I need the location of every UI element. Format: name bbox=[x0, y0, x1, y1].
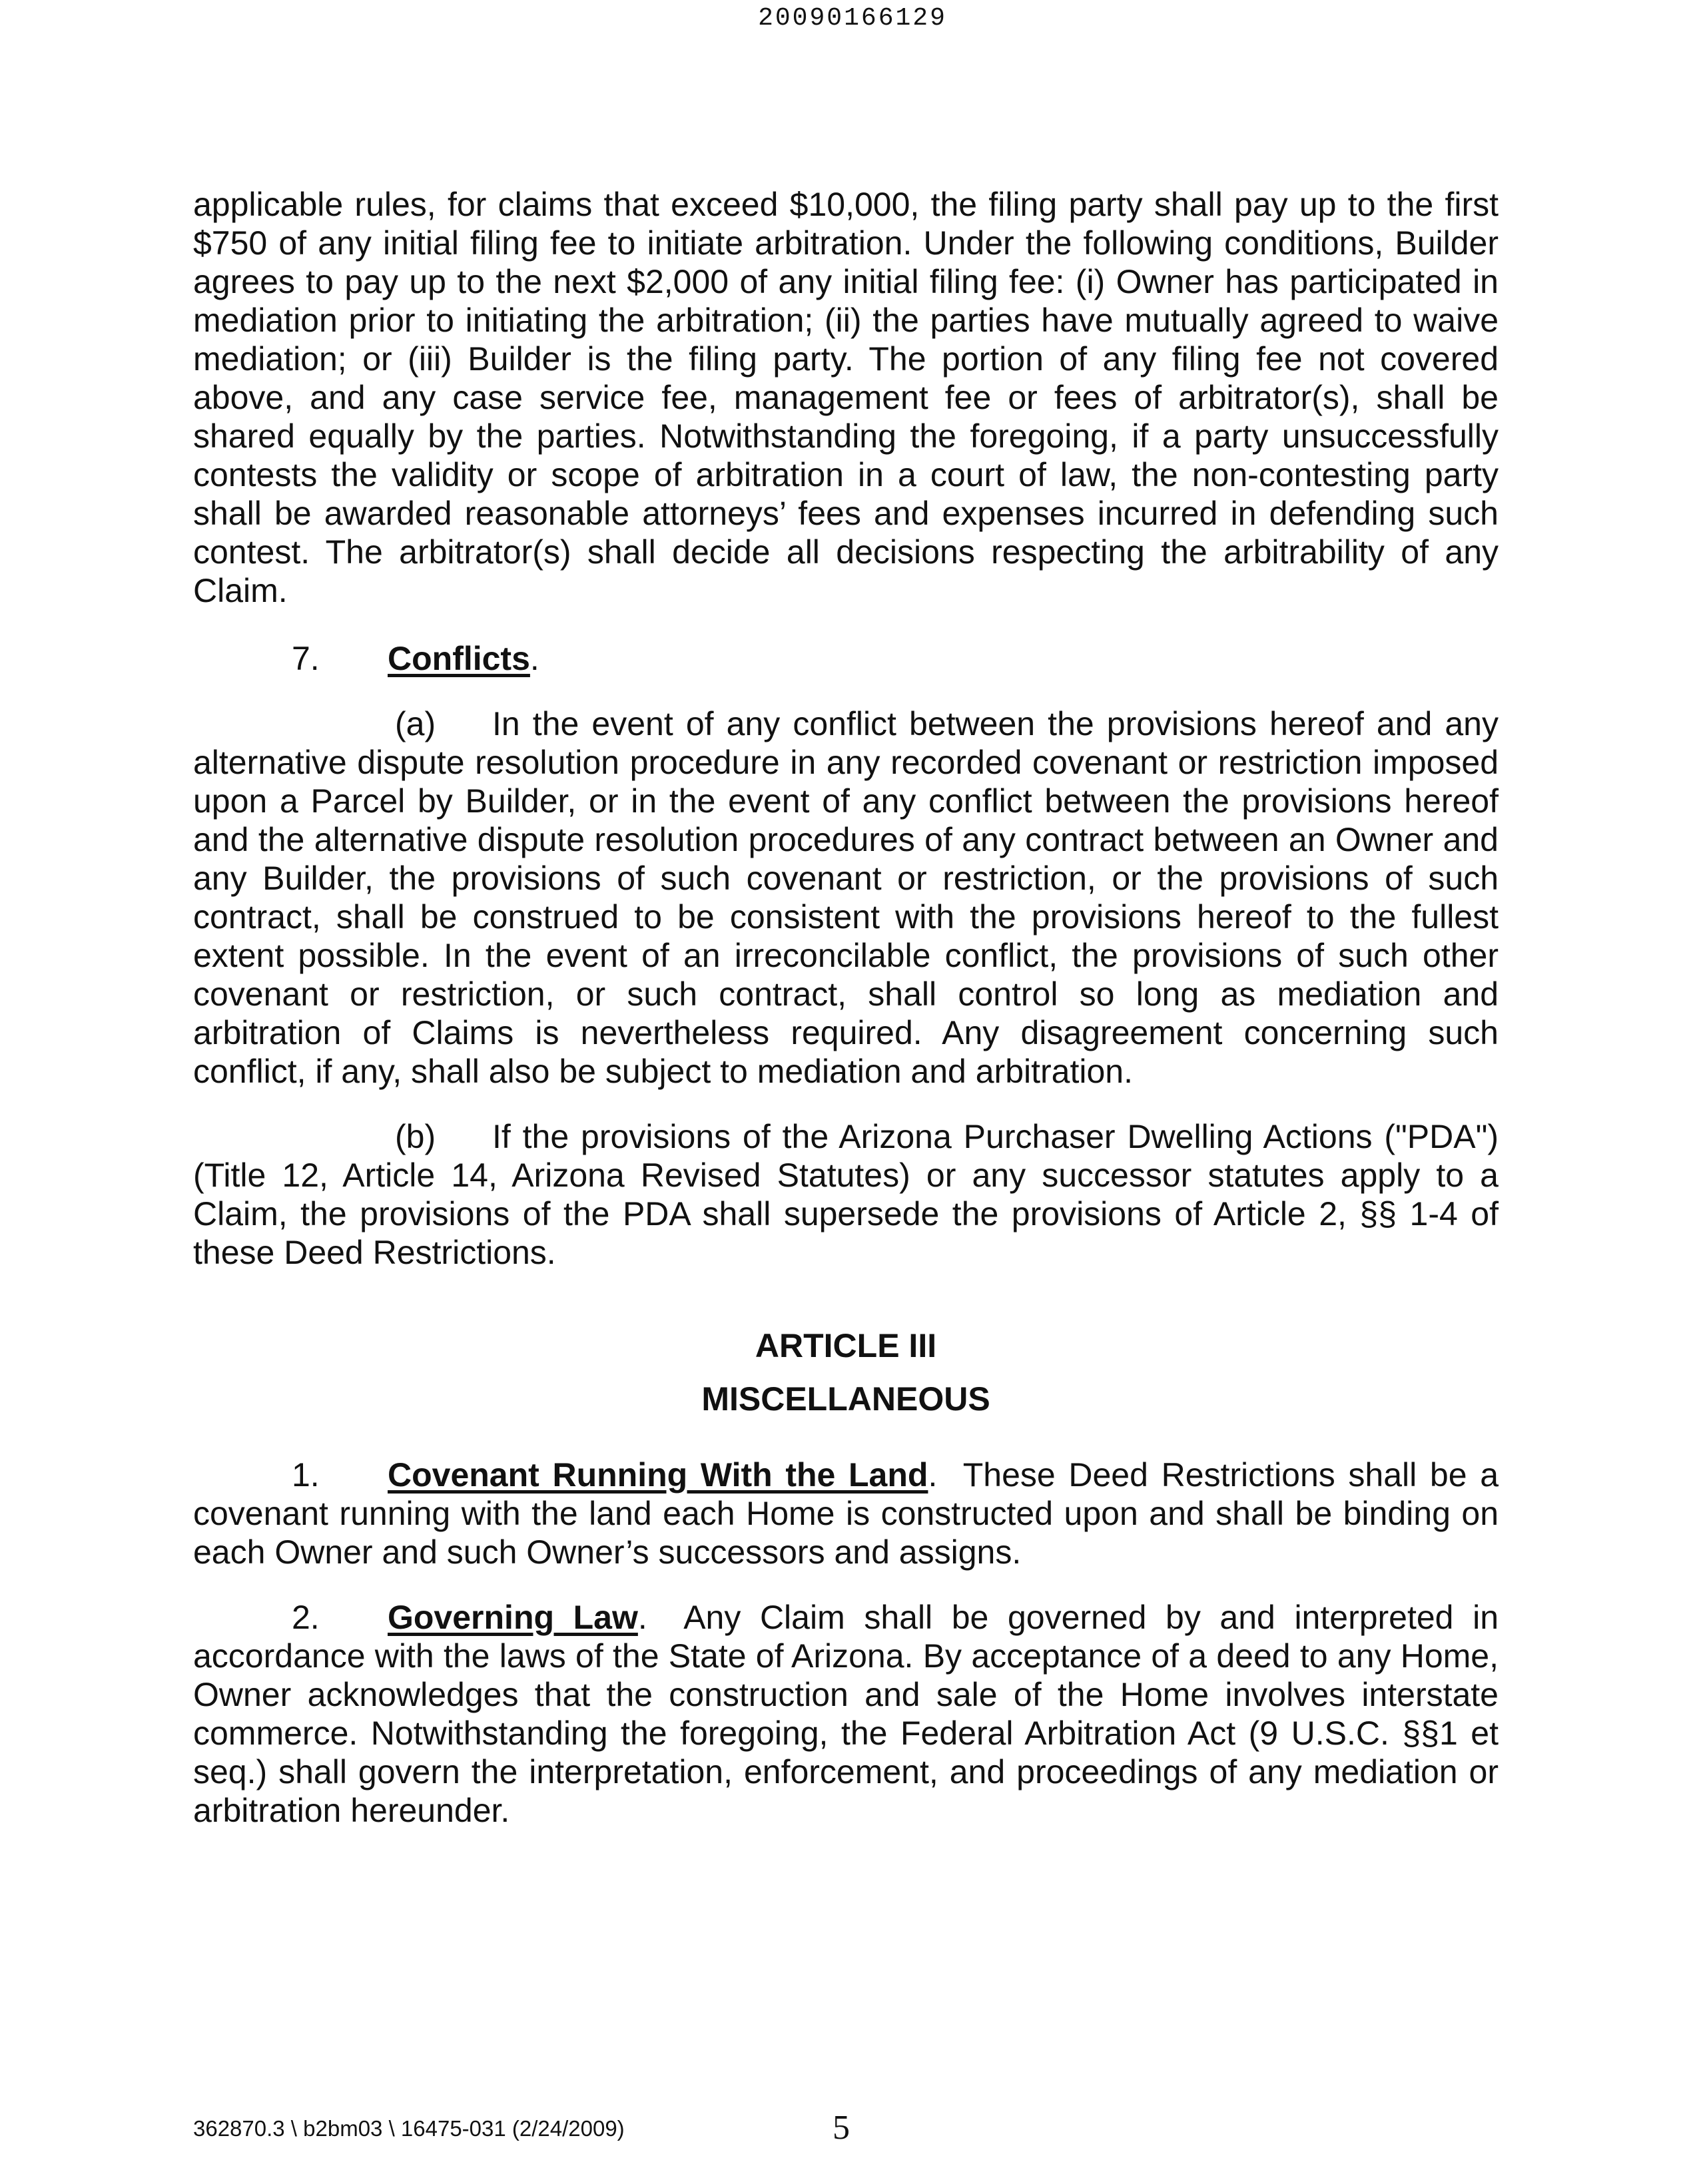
section-7-title-punct: . bbox=[529, 640, 539, 677]
section-7a-label: (a) bbox=[395, 705, 436, 742]
article-3-item-1 bbox=[193, 1456, 1499, 1571]
article-3-subheading: MISCELLANEOUS bbox=[701, 1380, 990, 1418]
article-3-heading: ARTICLE III bbox=[755, 1327, 937, 1364]
page-number: 5 bbox=[833, 2109, 850, 2147]
item-2-title: Governing Law bbox=[388, 1599, 638, 1636]
document-number: 20090166129 bbox=[758, 4, 947, 33]
item-2-title-punct: . bbox=[637, 1599, 647, 1636]
item-1-title-punct: . bbox=[928, 1456, 938, 1494]
section-7b-paragraph bbox=[193, 1117, 1499, 1272]
section-7b-label: (b) bbox=[395, 1118, 436, 1155]
item-1-text: These Deed Restrictions shall be a covenant running with the land each Home is constructed upon and shall be binding on each Owner and such Owner’s successors and assigns. bbox=[193, 1456, 1499, 1571]
article-3-item-2 bbox=[193, 1598, 1499, 1830]
item-1-number: 1. bbox=[292, 1456, 320, 1494]
continuation-paragraph: applicable rules, for claims that exceed $10,000, the filing party shall pay up to the first $750 of any initial filing fee to initiate arbitration. Under the following conditions, Builder agrees to pay up to the next $2,000 of any initial filing fee: (i) Owner has participated in mediation prior to initiating the arbitration; (ii) the parties have mutually agreed to waive mediation; or (iii) Builder is the filing party. The portion of any filing fee not covered above, and any case service fee, management fee or fees of arbitrator(s), shall be shared equally by the parties. Notwithstanding the foregoing, if a party unsuccessfully contests the validity or scope of arbitration in a court of law, the non-contesting party shall be awarded reasonable attorneys’ fees and expenses incurred in defending such contest. The arbitrator(s) shall decide all decisions respecting the arbitrability of any Claim. bbox=[193, 186, 1499, 609]
page-body bbox=[193, 185, 1499, 1830]
footer-reference: 362870.3 \ b2bm03 \ 16475-031 (2/24/2009) bbox=[193, 2116, 625, 2141]
item-1-title: Covenant Running With the Land bbox=[388, 1456, 928, 1494]
section-7-heading bbox=[193, 639, 1499, 678]
section-7-number: 7. bbox=[292, 640, 320, 677]
section-7a-paragraph bbox=[193, 704, 1499, 1091]
section-7a-text: In the event of any conflict between the provisions hereof and any alternative dispute resolution procedure in any recorded covenant or restriction imposed upon a Parcel by Builder, or in the event of any conflict between the provisions hereof and the alternative dispute resolution procedures of any contract between an Owner and any Builder, the provisions of such covenant or restriction, or the provisions of such contract, shall be construed to be consistent with the provisions hereof to the fullest extent possible. In the event of an irreconcilable conflict, the provisions of such other covenant or restriction, or such contract, shall control so long as mediation and arbitration of Claims is nevertheless required. Any disagreement concerning such conflict, if any, shall also be subject to mediation and arbitration. bbox=[193, 705, 1499, 1090]
item-2-number: 2. bbox=[292, 1599, 320, 1636]
section-7b-text: If the provisions of the Arizona Purchaser Dwelling Actions ("PDA") (Title 12, Article 14, Arizona Revised Statutes) or any successor statutes apply to a Claim, the provisions of the PDA shall supersede the provisions of Article 2, §§ 1-4 of these Deed Restrictions. bbox=[193, 1118, 1499, 1271]
item-2-text: Any Claim shall be governed by and interpreted in accordance with the laws of the State of Arizona. By acceptance of a deed to any Home, Owner acknowledges that the construction and sale of the Home involves interstate commerce. Notwithstanding the foregoing, the Federal Arbitration Act (9 U.S.C. §§1 et seq.) shall govern the interpretation, enforcement, and proceedings of any mediation or arbitration hereunder. bbox=[193, 1599, 1499, 1829]
section-7-title: Conflicts bbox=[388, 640, 530, 677]
